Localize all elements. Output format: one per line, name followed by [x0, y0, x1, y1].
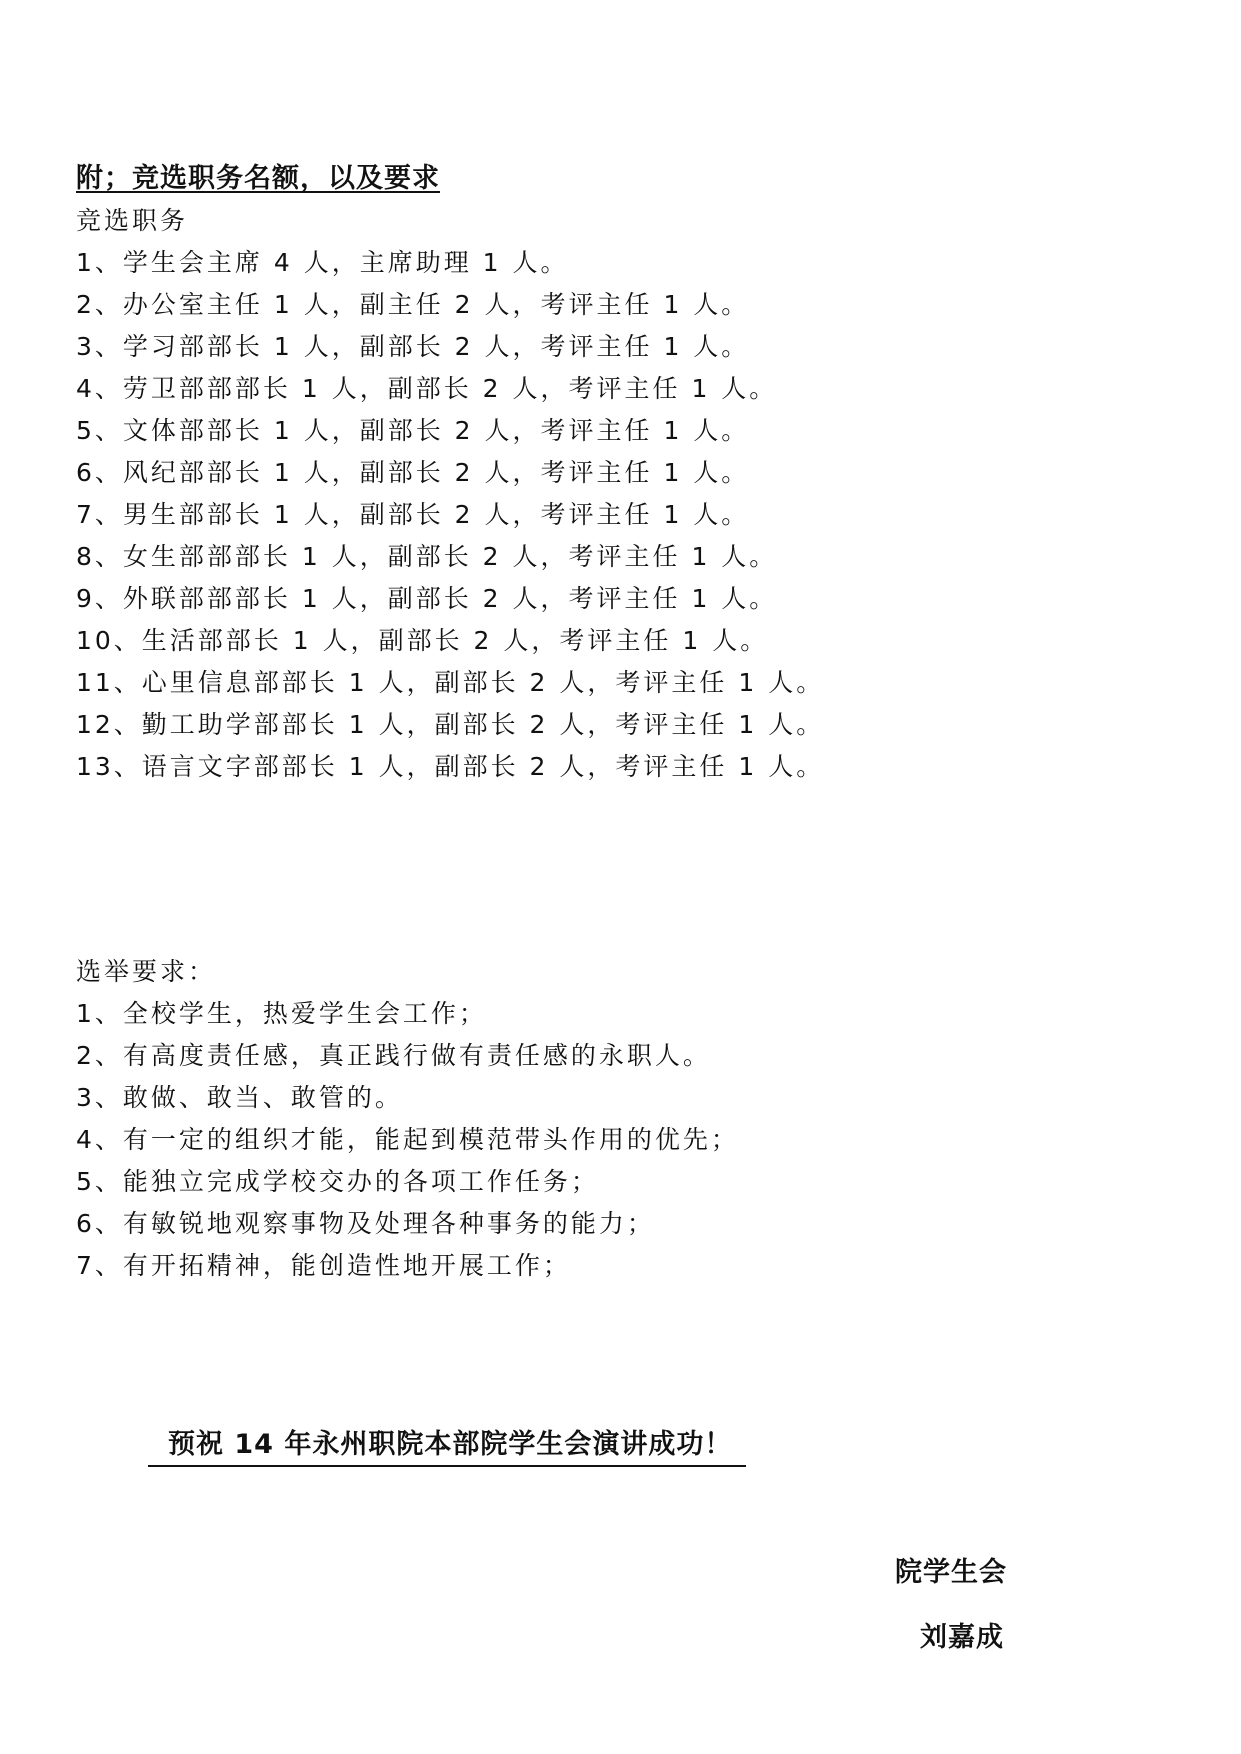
requirement-item: 6、有敏锐地观察事物及处理各种事务的能力；: [76, 1209, 655, 1238]
position-item: 13、语言文字部部长 1 人，副部长 2 人，考评主任 1 人。: [76, 752, 825, 781]
position-item: 8、女生部部部长 1 人，副部长 2 人，考评主任 1 人。: [76, 542, 778, 571]
signature-author: 刘嘉成: [920, 1622, 1004, 1653]
position-item: 4、劳卫部部部长 1 人，副部长 2 人，考评主任 1 人。: [76, 374, 778, 403]
positions-title: 竞选职务: [76, 206, 189, 235]
position-item: 2、办公室主任 1 人，副主任 2 人，考评主任 1 人。: [76, 290, 750, 319]
position-item: 9、外联部部部长 1 人，副部长 2 人，考评主任 1 人。: [76, 584, 778, 613]
position-item: 7、男生部部长 1 人，副部长 2 人，考评主任 1 人。: [76, 500, 750, 529]
position-item: 6、风纪部部长 1 人，副部长 2 人，考评主任 1 人。: [76, 458, 750, 487]
position-item: 10、生活部部长 1 人，副部长 2 人，考评主任 1 人。: [76, 626, 769, 655]
requirement-item: 5、能独立完成学校交办的各项工作任务；: [76, 1167, 599, 1196]
position-item: 1、学生会主席 4 人，主席助理 1 人。: [76, 248, 569, 277]
requirements-section: [76, 951, 739, 1287]
requirement-item: 2、有高度责任感，真正践行做有责任感的永职人。: [76, 1041, 711, 1070]
document-heading: 附；竞选职务名额，以及要求: [76, 163, 440, 194]
requirement-item: 4、有一定的组织才能，能起到模范带头作用的优先；: [76, 1125, 739, 1154]
requirement-item: 3、敢做、敢当、敢管的。: [76, 1083, 403, 1112]
position-item: 12、勤工助学部部长 1 人，副部长 2 人，考评主任 1 人。: [76, 710, 825, 739]
signature-organization: 院学生会: [895, 1557, 1007, 1588]
requirement-item: 1、全校学生，热爱学生会工作；: [76, 999, 487, 1028]
position-item: 3、学习部部长 1 人，副部长 2 人，考评主任 1 人。: [76, 332, 750, 361]
requirement-item: 7、有开拓精神，能创造性地开展工作；: [76, 1251, 571, 1280]
closing-wish: 预祝 14 年永州职院本部院学生会演讲成功！: [148, 1427, 746, 1467]
positions-section: [76, 200, 824, 788]
position-item: 11、心里信息部部长 1 人，副部长 2 人，考评主任 1 人。: [76, 668, 825, 697]
requirements-title: 选举要求：: [76, 957, 217, 986]
position-item: 5、文体部部长 1 人，副部长 2 人，考评主任 1 人。: [76, 416, 750, 445]
